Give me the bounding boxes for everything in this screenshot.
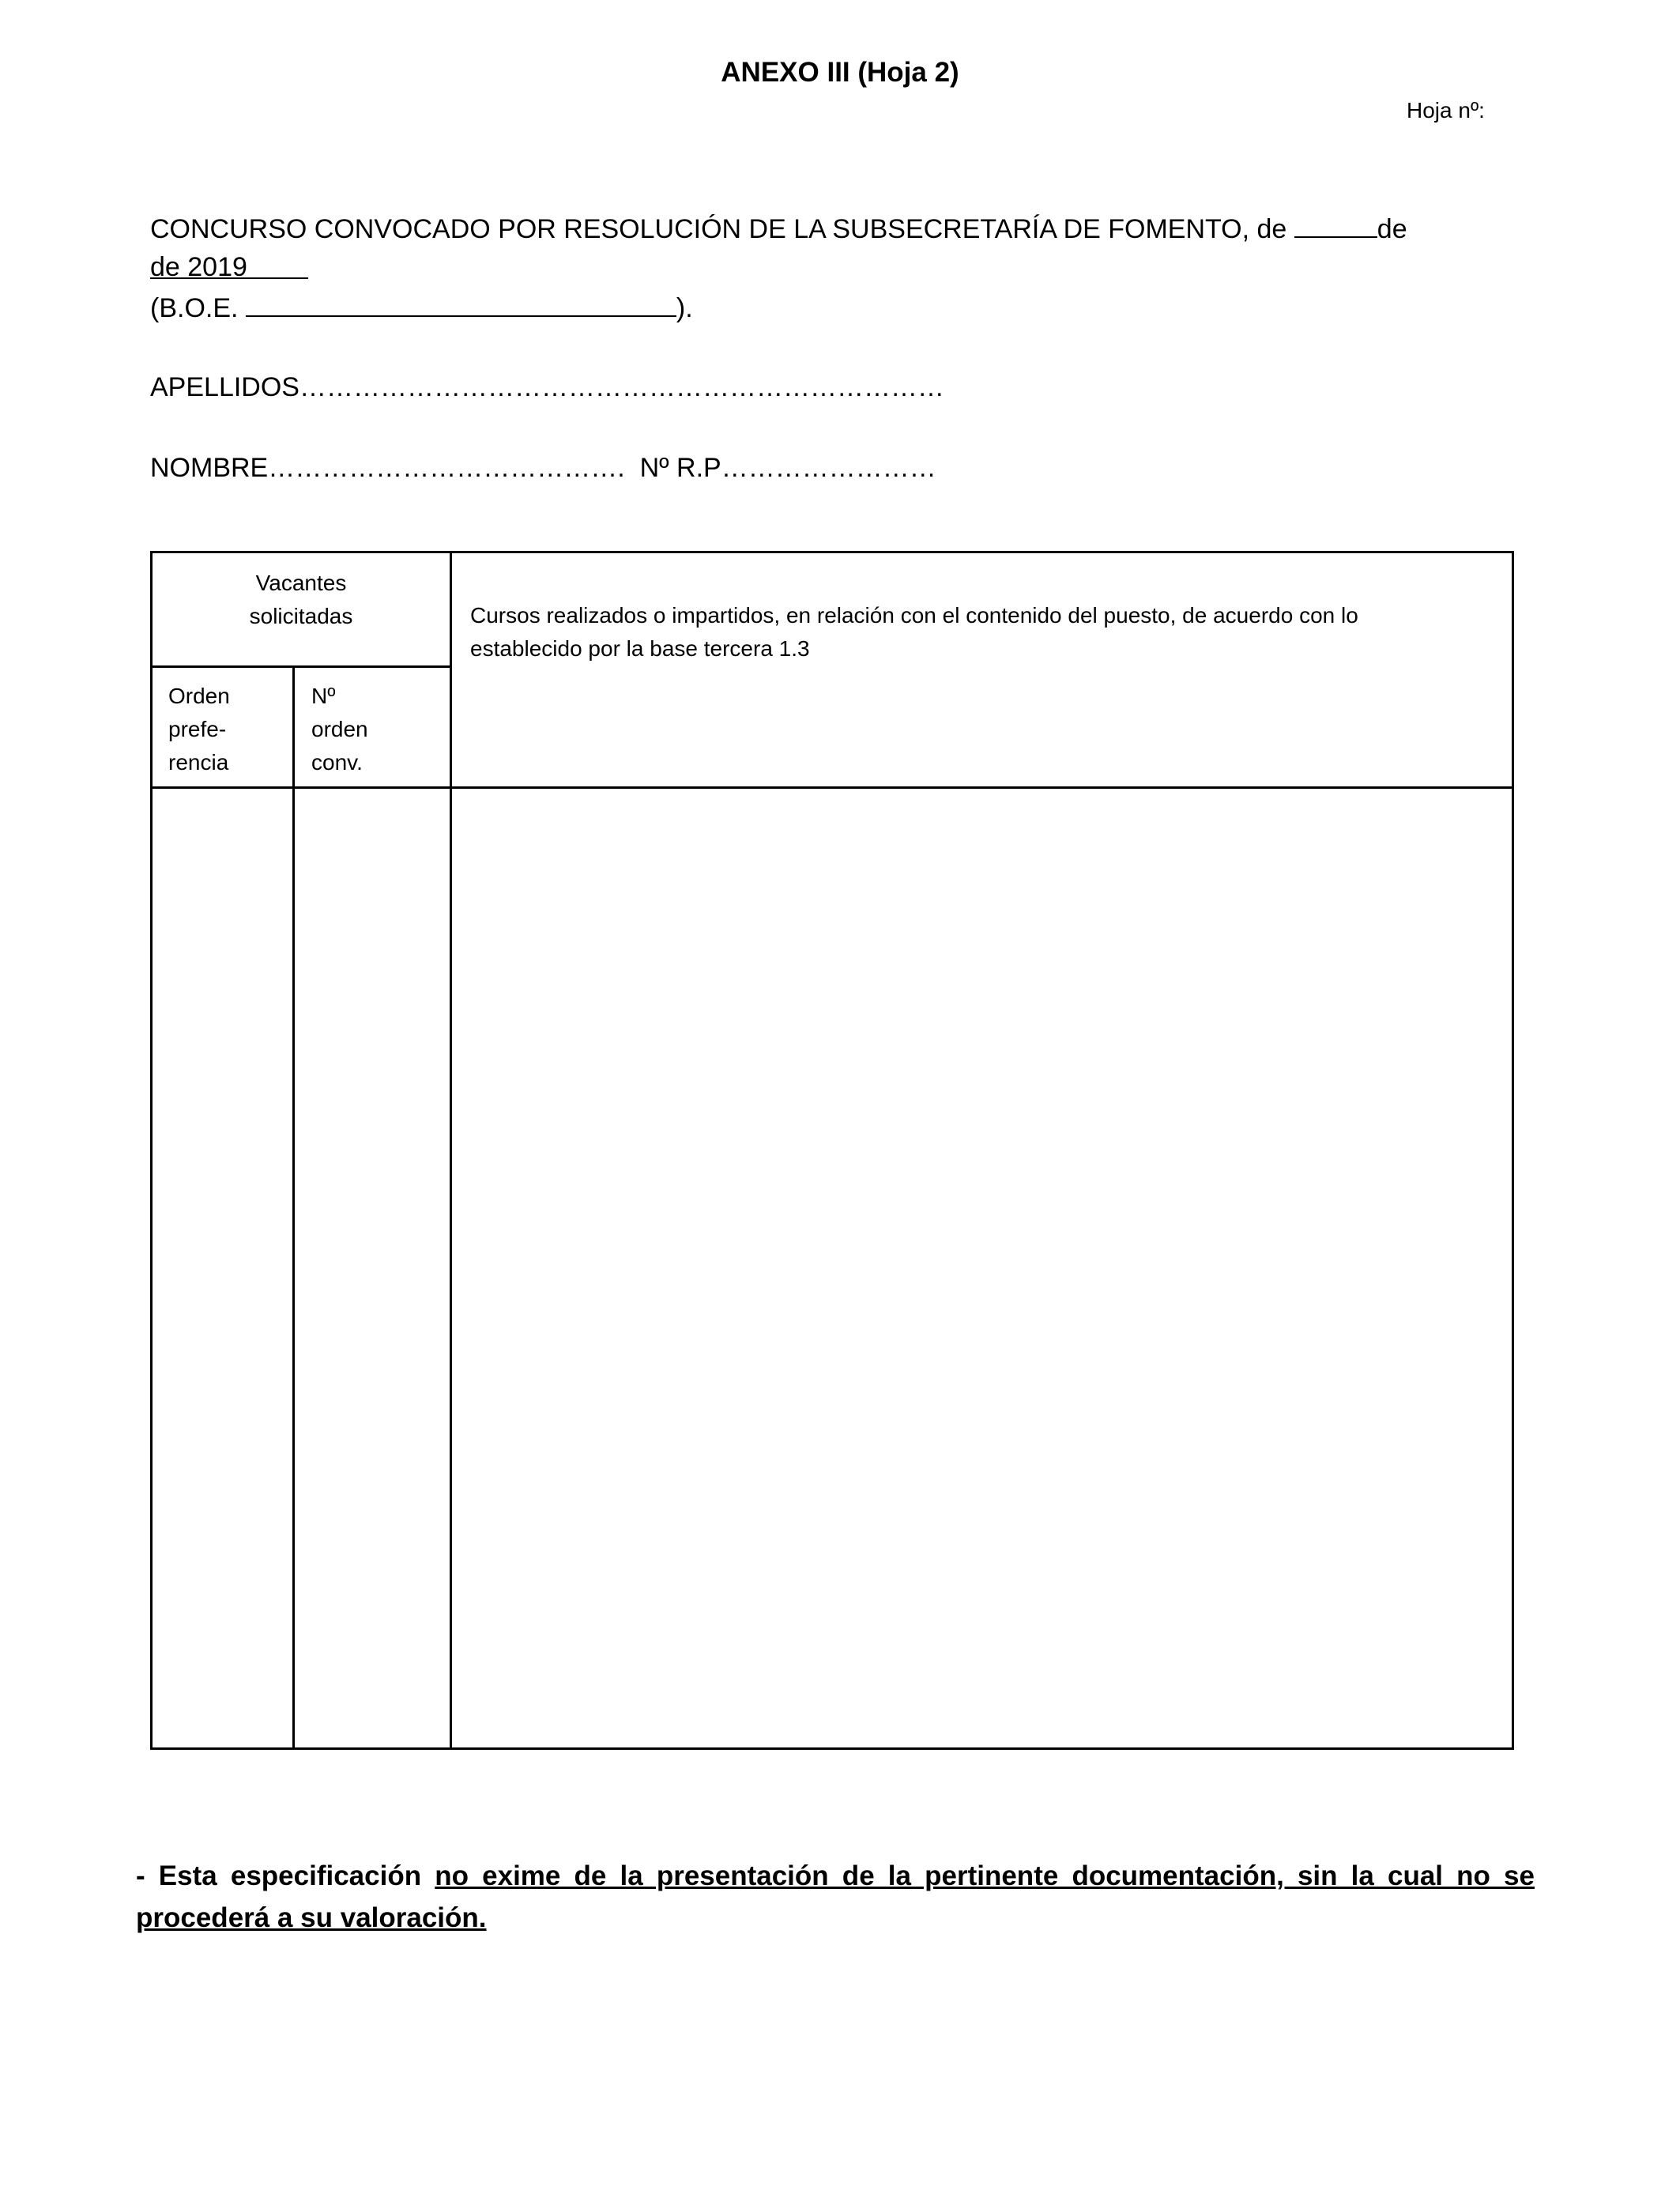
sheet-number-label: Hoja nº: — [1407, 98, 1485, 123]
courses-table — [150, 551, 1514, 1750]
cursos-line-2: establecido por la base tercera 1.3 — [470, 636, 810, 661]
vacantes-label-1: Vacantes — [255, 571, 347, 595]
header-boe-line — [150, 287, 1541, 328]
boe-label: (B.O.E. — [150, 293, 239, 323]
orden-conv-line-1: Nº — [311, 684, 336, 708]
vacantes-label-2: solicitadas — [249, 604, 353, 628]
apellidos-field: APELLIDOS……………………………………………………………… — [150, 372, 944, 402]
cursos-header — [470, 599, 1497, 665]
footer-underlined-text: no exime de la presentación de la pertinente documentación, sin la cual no se procederá a su valoración. — [136, 1860, 1535, 1933]
orden-pref-line-2: prefe- — [168, 717, 227, 741]
orden-conv-line-3: conv. — [311, 750, 363, 775]
orden-conv-body-cell[interactable] — [295, 789, 450, 1747]
cursos-line-1: Cursos realizados o impartidos, en relación con el contenido del puesto, de acuerdo con lo — [470, 603, 1358, 628]
orden-pref-line-3: rencia — [168, 750, 229, 775]
divider-vacantes-subheader — [153, 665, 450, 668]
orden-preferencia-body-cell[interactable] — [153, 789, 292, 1747]
nombre-line — [150, 448, 1541, 488]
vacantes-header — [153, 567, 450, 633]
page-title: ANEXO III (Hoja 2) — [721, 57, 959, 88]
footer-bold-prefix: - Esta especificación — [136, 1860, 422, 1891]
footer-note — [136, 1855, 1535, 1939]
nombre-field: NOMBRE…………………………………. — [150, 453, 625, 483]
header-de-text: de — [1377, 214, 1407, 244]
header-year-line: de 2019 — [150, 252, 247, 282]
boe-close: ). — [676, 293, 693, 323]
orden-conv-header — [311, 680, 368, 779]
rp-field: Nº R.P…………………… — [639, 453, 936, 483]
orden-conv-line-2: orden — [311, 717, 368, 741]
cursos-body-cell[interactable] — [452, 789, 1512, 1747]
orden-preferencia-header — [168, 680, 230, 779]
orden-pref-line-1: Orden — [168, 684, 230, 708]
boe-blank — [246, 287, 676, 317]
day-blank — [1294, 208, 1377, 238]
header-resolution-text: CONCURSO CONVOCADO POR RESOLUCIÓN DE LA SUBSECRETARÍA DE FOMENTO, de — [150, 214, 1287, 244]
